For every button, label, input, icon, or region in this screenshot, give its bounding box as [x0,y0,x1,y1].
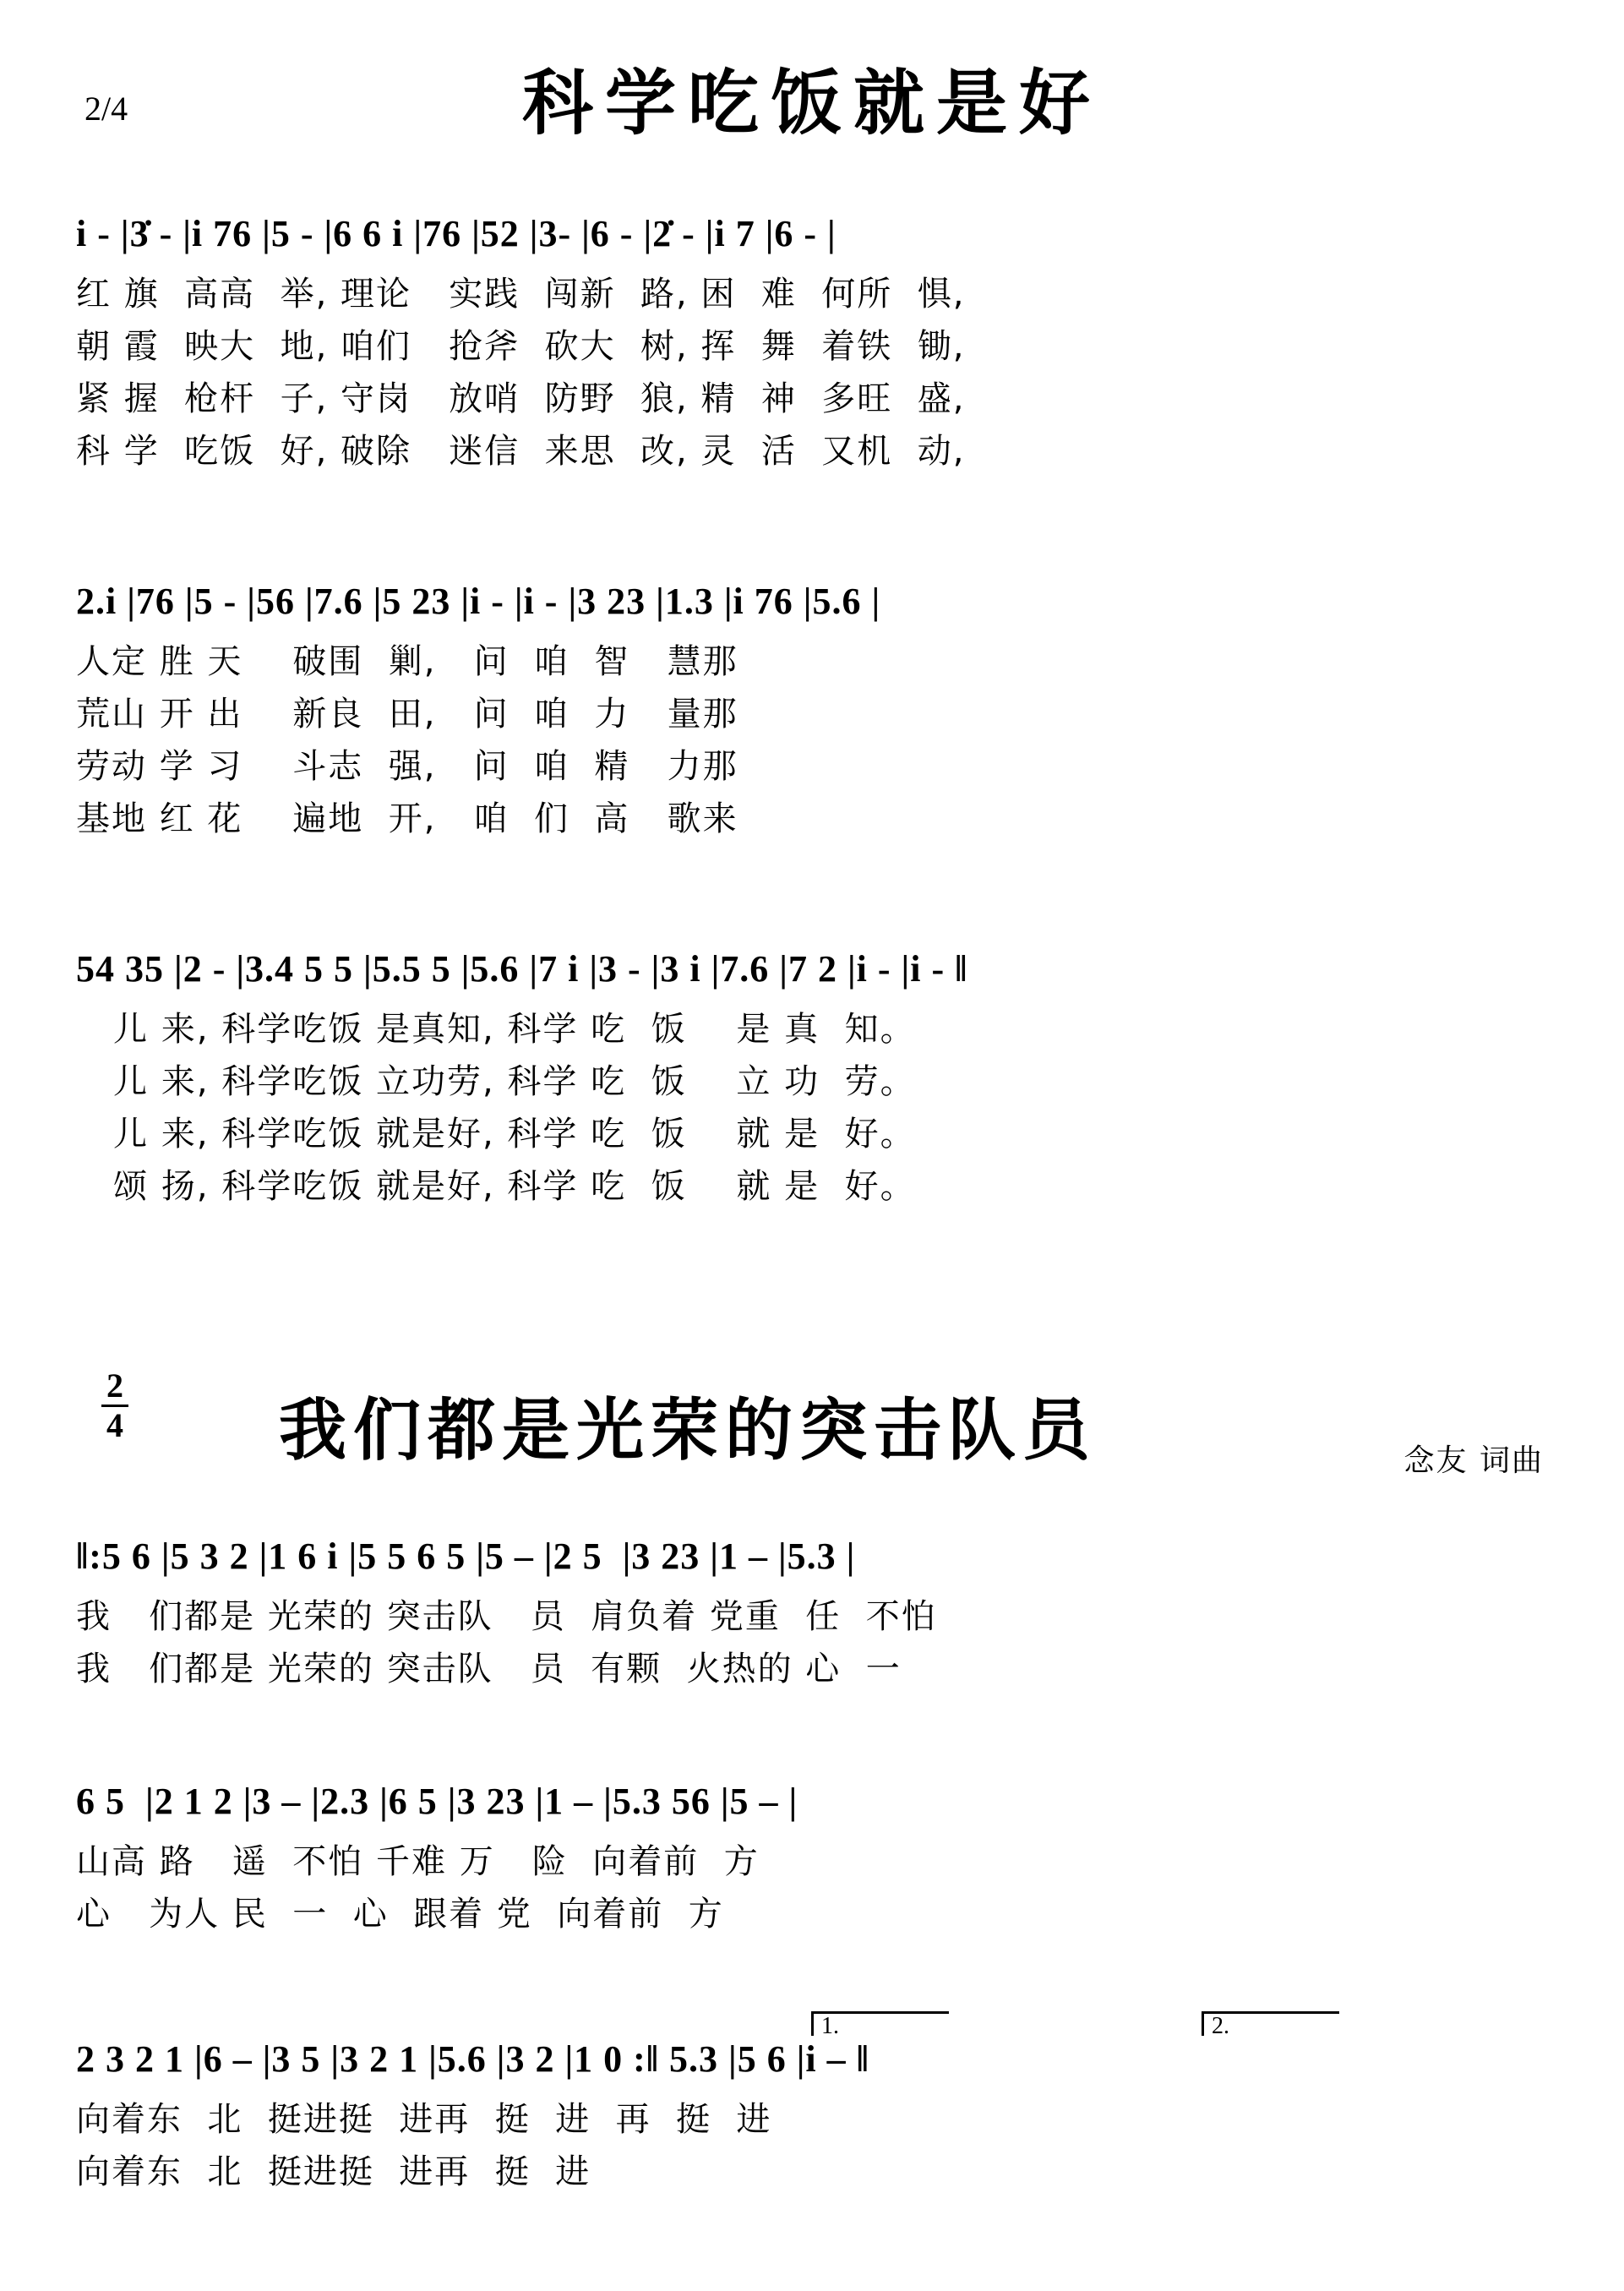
lyric-line: 我 们都是 光荣的 突击队 员 肩负着 党重 任 不怕 [76,1597,937,1636]
song1-system-2 [76,583,1563,845]
song2-system-3-notation: 2 3 2 1 |6 – |3 5 |3 2 1 |5.6 |3 2 |1 0 :‖ 5.3 |5 6 |i – ‖ [76,2038,869,2080]
lyric-line: 我 们都是 光荣的 突击队 员 有颗 火热的 心 一 [76,1650,902,1688]
song2-system-1 [76,1538,1563,1695]
song1-system-1-notation: i - |3̇ - |i 76 |5 - |6 6 i |76 |52 |3- |6 - |2̇ - |i 7 |6 - | [76,213,837,254]
song2-credit: 念友 词曲 [1403,1443,1544,1478]
lyric-line: 颂 扬, 科学吃饭 就是好, 科学 吃 饭 就 是 好。 [76,1167,916,1206]
song2-system-2-lyrics [76,1836,1563,1940]
lyric-line: 向着东 北 挺进挺 进再 挺 进 [76,2152,591,2191]
song2-system-3-lyrics [76,2093,1563,2198]
lyric-line: 儿 来, 科学吃饭 就是好, 科学 吃 饭 就 是 好。 [76,1115,916,1154]
song2-meter-denominator: 4 [106,1406,123,1444]
lyric-line: 红 旗 高高 举, 理论 实践 闯新 路, 困 难 何所 惧, [76,275,966,314]
song2-system-1-notation: ‖:5 6 |5 3 2 |1 6 i |5 5 6 5 |5 – |2 5 |3 23 |1 – |5.3 | [76,1536,856,1577]
song2-meter [101,1366,128,1444]
lyric-line: 朝 霞 映大 地, 咱们 抢斧 砍大 树, 挥 舞 着铁 锄, [76,327,966,366]
volta-number-2: 2. [1212,2013,1229,2039]
lyric-line: 科 学 吃饭 好, 破除 迷信 来思 改, 灵 活 又机 动, [76,432,966,471]
song2-system-2-notation: 6 5 |2 1 2 |3 – |2.3 |6 5 |3 23 |1 – |5.3 56 |5 – | [76,1781,798,1822]
song1-system-1-lyrics [76,268,1563,477]
song2-title: 我们都是光荣的突击队员 [279,1390,1097,1470]
song2-system-1-lyrics [76,1590,1563,1695]
song2-meter-numerator: 2 [101,1369,128,1407]
lyric-line: 心 为人 民 一 心 跟着 党 向着前 方 [76,1895,724,1934]
lyric-line: 儿 来, 科学吃饭 立功劳, 科学 吃 饭 立 功 劳。 [76,1062,916,1101]
lyric-line: 人定 胜 天 破围 剿, 问 咱 智 慧那 [76,642,738,681]
song1-system-3 [76,948,1563,1213]
song2-system-2 [76,1783,1563,1940]
lyric-line: 荒山 开 出 新良 田, 问 咱 力 量那 [76,695,738,734]
song1-system-2-notation: 2.i |76 |5 - |56 |7.6 |5 23 |i - |i - |3 23 |1.3 |i 76 |5.6 | [76,581,881,622]
song2-system-3 [76,2038,1563,2198]
lyric-line: 劳动 学 习 斗志 强, 问 咱 精 力那 [76,747,738,786]
lyric-line: 向着东 北 挺进挺 进再 挺 进 再 挺 进 [76,2100,772,2139]
song1-title: 科学吃饭就是好 [521,61,1102,145]
lyric-line: 山高 路 遥 不怕 千难 万 险 向着前 方 [76,1842,760,1881]
lyric-line: 基地 红 花 遍地 开, 咱 们 高 歌来 [76,799,738,838]
lyric-line: 儿 来, 科学吃饭 是真知, 科学 吃 饭 是 真 知。 [76,1010,916,1049]
song1-system-3-notation: 54 35 |2 - |3.4 5 5 |5.5 5 |5.6 |7 i |3 - |3 i |7.6 |7 2 |i - |i - ‖ [76,948,968,990]
song1-system-1 [76,215,1563,477]
song1-system-2-lyrics [76,635,1563,845]
volta-number-1: 1. [821,2013,839,2039]
song1-system-3-lyrics [76,1003,1563,1213]
song1-meter: 2/4 [84,90,128,128]
lyric-line: 紧 握 枪杆 子, 守岗 放哨 防野 狼, 精 神 多旺 盛, [76,379,966,418]
